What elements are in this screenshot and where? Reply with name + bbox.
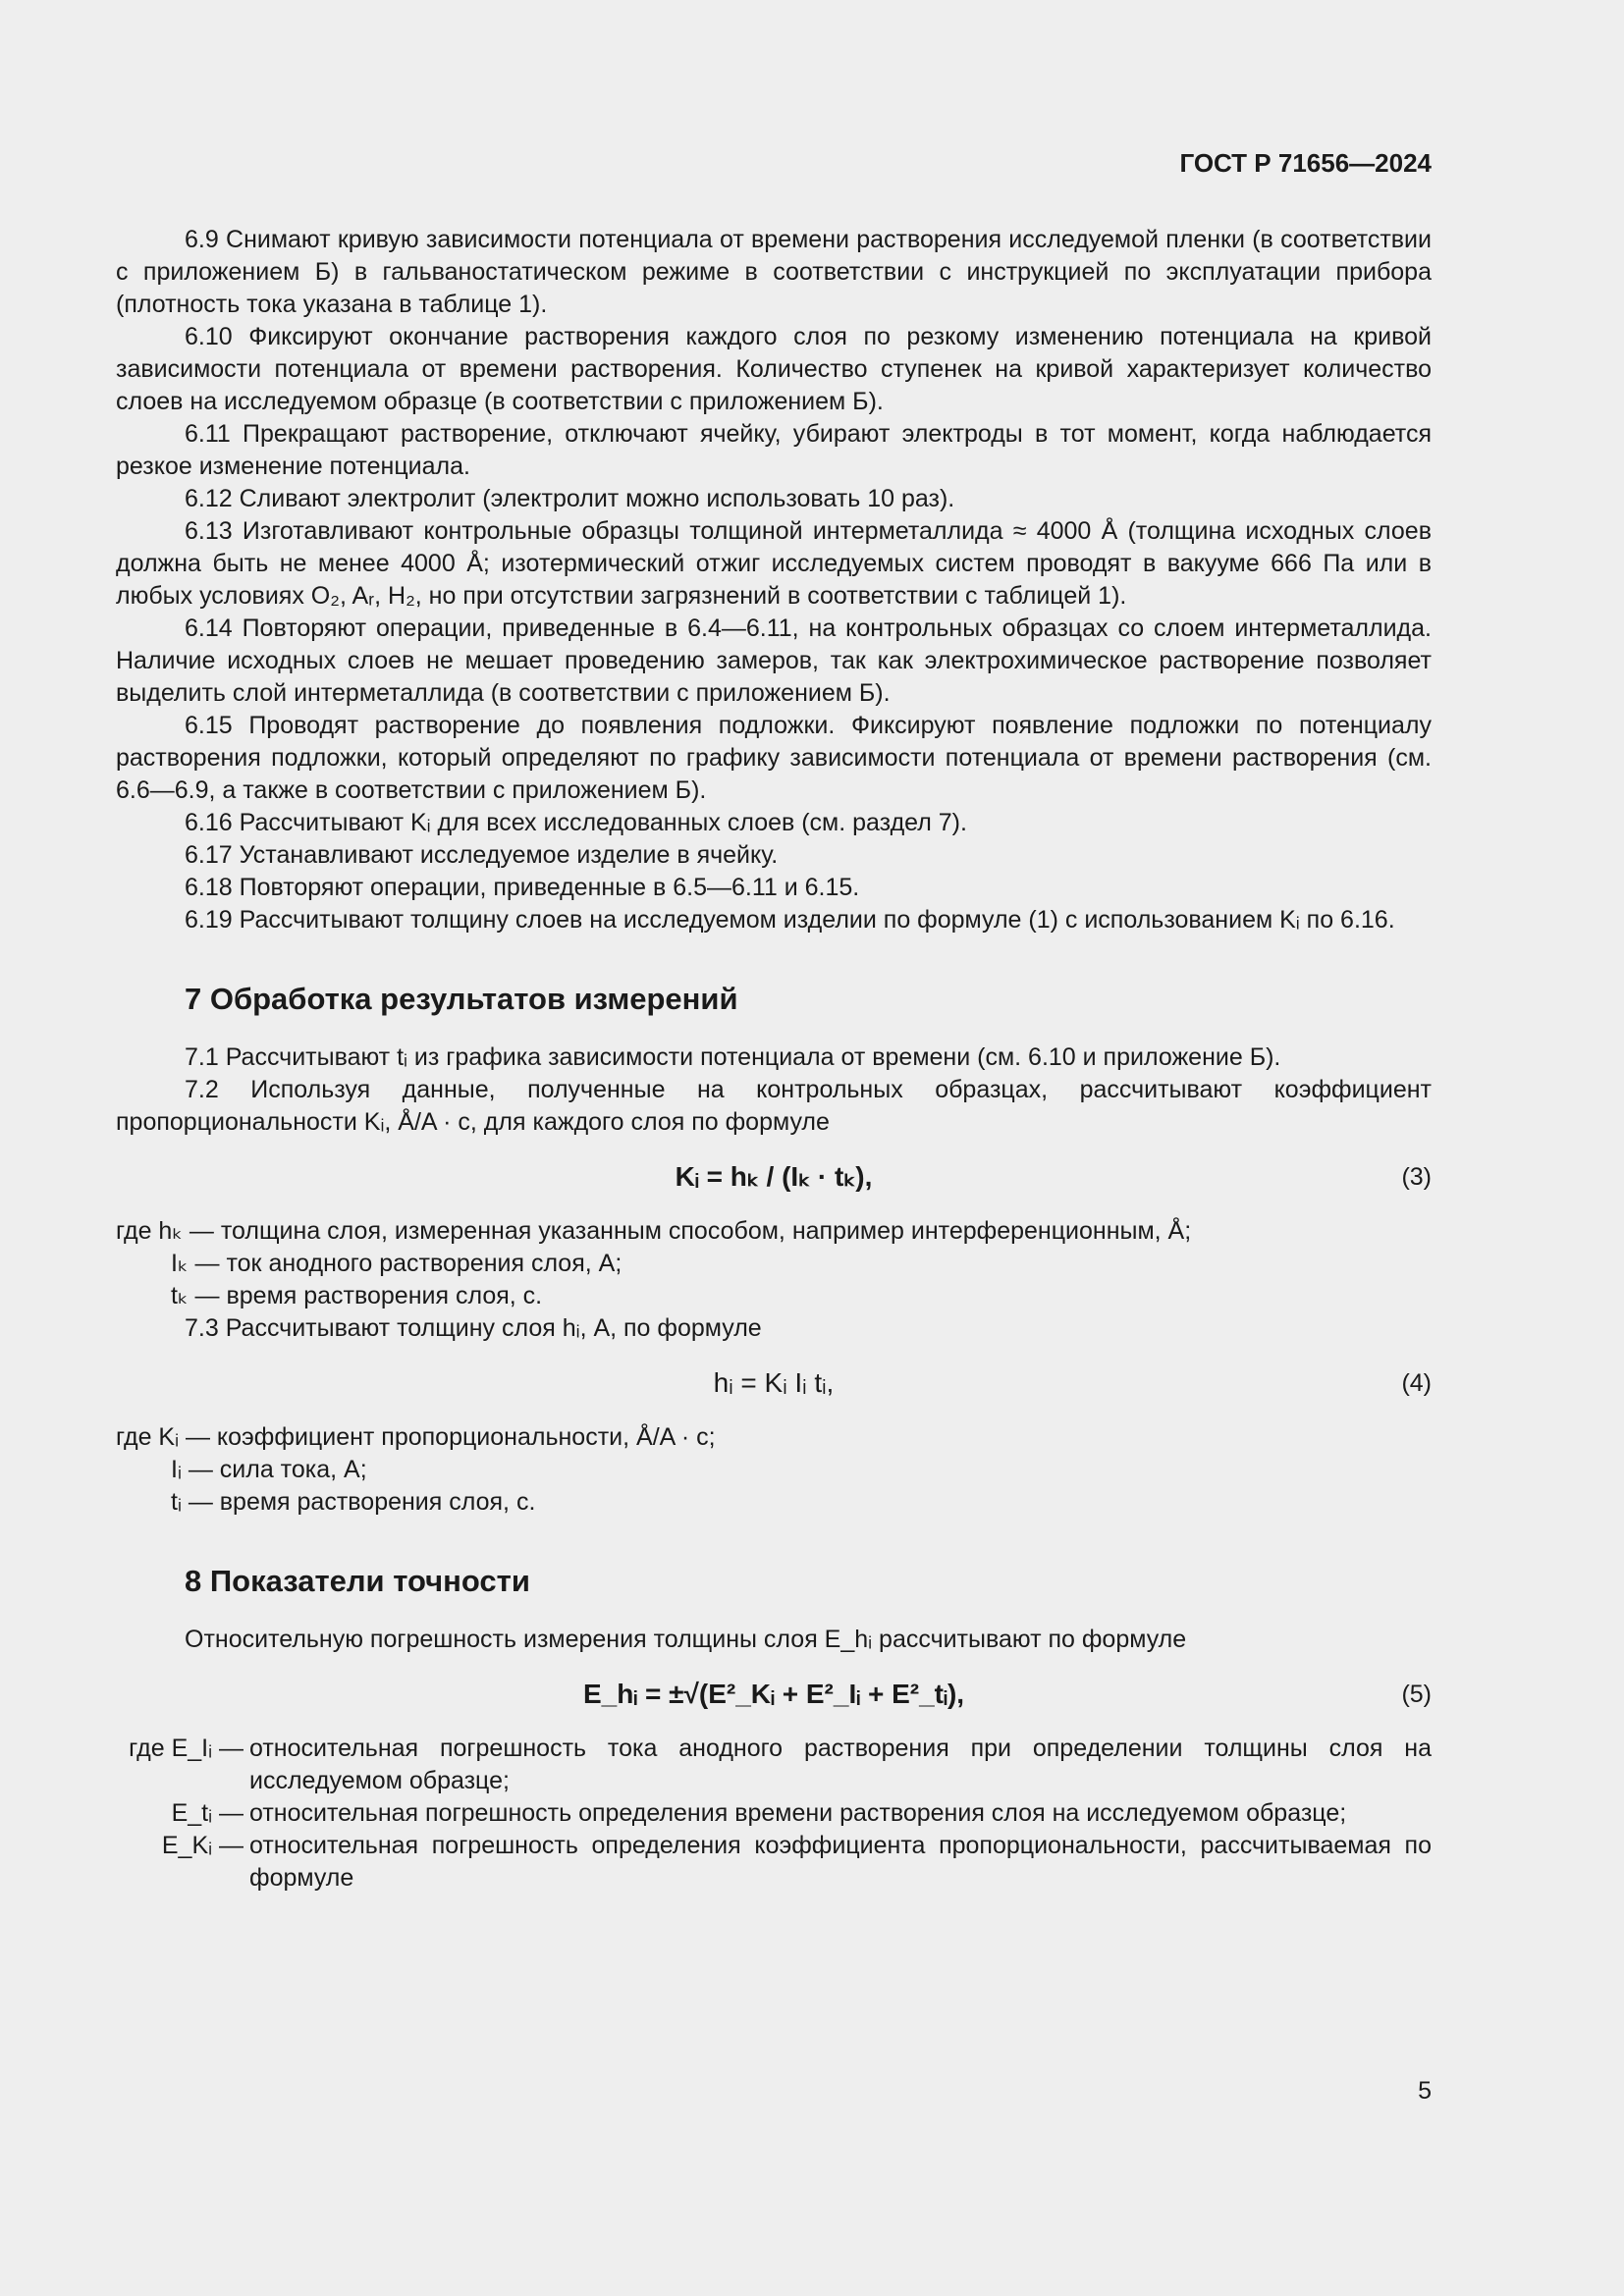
formula-4-expr: hᵢ = Kᵢ Iᵢ tᵢ, — [713, 1367, 835, 1398]
where-3a: где hₖ — толщина слоя, измеренная указанным способом, например интерференционным, Å; — [116, 1217, 1192, 1245]
formula-5 — [116, 1670, 1432, 1719]
where-5-desc: относительная погрешность определения коэффициента пропорциональности, рассчитываемая по формуле — [249, 1832, 1432, 1892]
formula-3-number: (3) — [1401, 1163, 1432, 1191]
section-6-paragraph: 6.18 Повторяют операции, приведенные в 6.5—6.11 и 6.15. — [185, 874, 860, 901]
section-6-paragraph: 6.14 Повторяют операции, приведенные в 6.4—6.11, на контрольных образцах со слоем интерметаллида. Наличие исходных слоев не мешает проведению замеров, так как электрохимическое растворение позволяет выделить слой интерметаллида (в соответствии с приложением Б). — [116, 614, 1432, 707]
doc-header: ГОСТ Р 71656—2024 — [1179, 148, 1432, 178]
where-5-term: где E_Iᵢ — — [129, 1735, 244, 1762]
section-6-paragraph: 6.9 Снимают кривую зависимости потенциала от времени растворения исследуемой пленки (в соответствии с приложением Б) в гальваностатическом режиме в соответствии с инструкцией по эксплуатации прибора (плотность тока указана в таблице 1). — [116, 226, 1432, 318]
where-5-item — [116, 1830, 1432, 1895]
para-7-3: 7.3 Рассчитывают толщину слоя hᵢ, А, по формуле — [185, 1314, 762, 1342]
section-6-paragraph: 6.12 Сливают электролит (электролит можно использовать 10 раз). — [185, 485, 955, 512]
where-5-item — [116, 1733, 1432, 1797]
formula-5-number: (5) — [1401, 1681, 1432, 1708]
formula-3 — [116, 1152, 1432, 1201]
formula-3-expr: Kᵢ = hₖ / (Iₖ · tₖ), — [675, 1161, 873, 1192]
section-7-title: 7 Обработка результатов измерений — [185, 982, 738, 1016]
page-number: 5 — [1418, 2077, 1432, 2105]
where-3c: tₖ — время растворения слоя, с. — [171, 1282, 543, 1309]
para-7-1: 7.1 Рассчитывают tᵢ из графика зависимости потенциала от времени (см. 6.10 и приложение Б). — [185, 1043, 1281, 1071]
section-6-paragraph: 6.15 Проводят растворение до появления подложки. Фиксируют появление подложки по потенциалу растворения подложки, который определяют по графику зависимости потенциала от времени растворения (см. 6.6—6.9, а также в соответствии с приложением Б). — [116, 712, 1432, 804]
section-6-paragraph: 6.13 Изготавливают контрольные образцы толщиной интерметаллида ≈ 4000 Å (толщина исходных слоев должна быть не менее 4000 Å; изотермический отжиг исследуемых систем проводят в вакууме 666 Па или в любых условиях O₂, Aᵣ, H₂, но при отсутствии загрязнений в соответствии с таблицей 1). — [116, 517, 1432, 610]
section-6-paragraph: 6.10 Фиксируют окончание растворения каждого слоя по резкому изменению потенциала на кривой зависимости потенциала от времени растворения. Количество ступенек на кривой характеризует количество слоев на исследуемом образце (в соответствии с приложением Б). — [116, 323, 1432, 415]
where-4c: tᵢ — время растворения слоя, с. — [171, 1488, 536, 1516]
where-5-term: E_Kᵢ — — [161, 1832, 244, 1859]
where-3b: Iₖ — ток анодного растворения слоя, А; — [171, 1250, 623, 1277]
where-5-desc: относительная погрешность тока анодного растворения при определении толщины слоя на исследуемом образце; — [249, 1735, 1432, 1794]
section-6-paragraph: 6.11 Прекращают растворение, отключают ячейку, убирают электроды в тот момент, когда наблюдается резкое изменение потенциала. — [116, 420, 1432, 480]
para-8: Относительную погрешность измерения толщины слоя E_hᵢ рассчитывают по формуле — [185, 1626, 1187, 1653]
where-5-term: E_tᵢ — — [171, 1799, 244, 1827]
section-6-paragraphs — [116, 224, 1432, 936]
section-6-paragraph: 6.16 Рассчитывают Kᵢ для всех исследованных слоев (см. раздел 7). — [185, 809, 967, 836]
where-4b: Iᵢ — сила тока, А; — [171, 1456, 367, 1483]
where-5-item — [116, 1797, 1432, 1830]
doc-body — [116, 224, 1432, 1895]
formula-5-expr: E_hᵢ = ±√(E²_Kᵢ + E²_Iᵢ + E²_tᵢ), — [582, 1679, 965, 1709]
where-5-desc: относительная погрешность определения времени растворения слоя на исследуемом образце; — [249, 1799, 1347, 1827]
formula-4 — [116, 1359, 1432, 1408]
where-4a: где Kᵢ — коэффициент пропорциональности, Å/A · с; — [116, 1423, 716, 1451]
section-6-paragraph: 6.19 Рассчитывают толщину слоев на исследуемом изделии по формуле (1) с использованием Kᵢ по 6.16. — [185, 906, 1395, 934]
para-7-2: 7.2 Используя данные, полученные на контрольных образцах, рассчитывают коэффициент пропорциональности Kᵢ, Å/A · с, для каждого слоя по формуле — [116, 1076, 1432, 1136]
formula-4-number: (4) — [1401, 1369, 1432, 1397]
section-6-paragraph: 6.17 Устанавливают исследуемое изделие в ячейку. — [185, 841, 779, 869]
section-8-title: 8 Показатели точности — [185, 1564, 530, 1598]
where-5-list — [116, 1733, 1432, 1895]
